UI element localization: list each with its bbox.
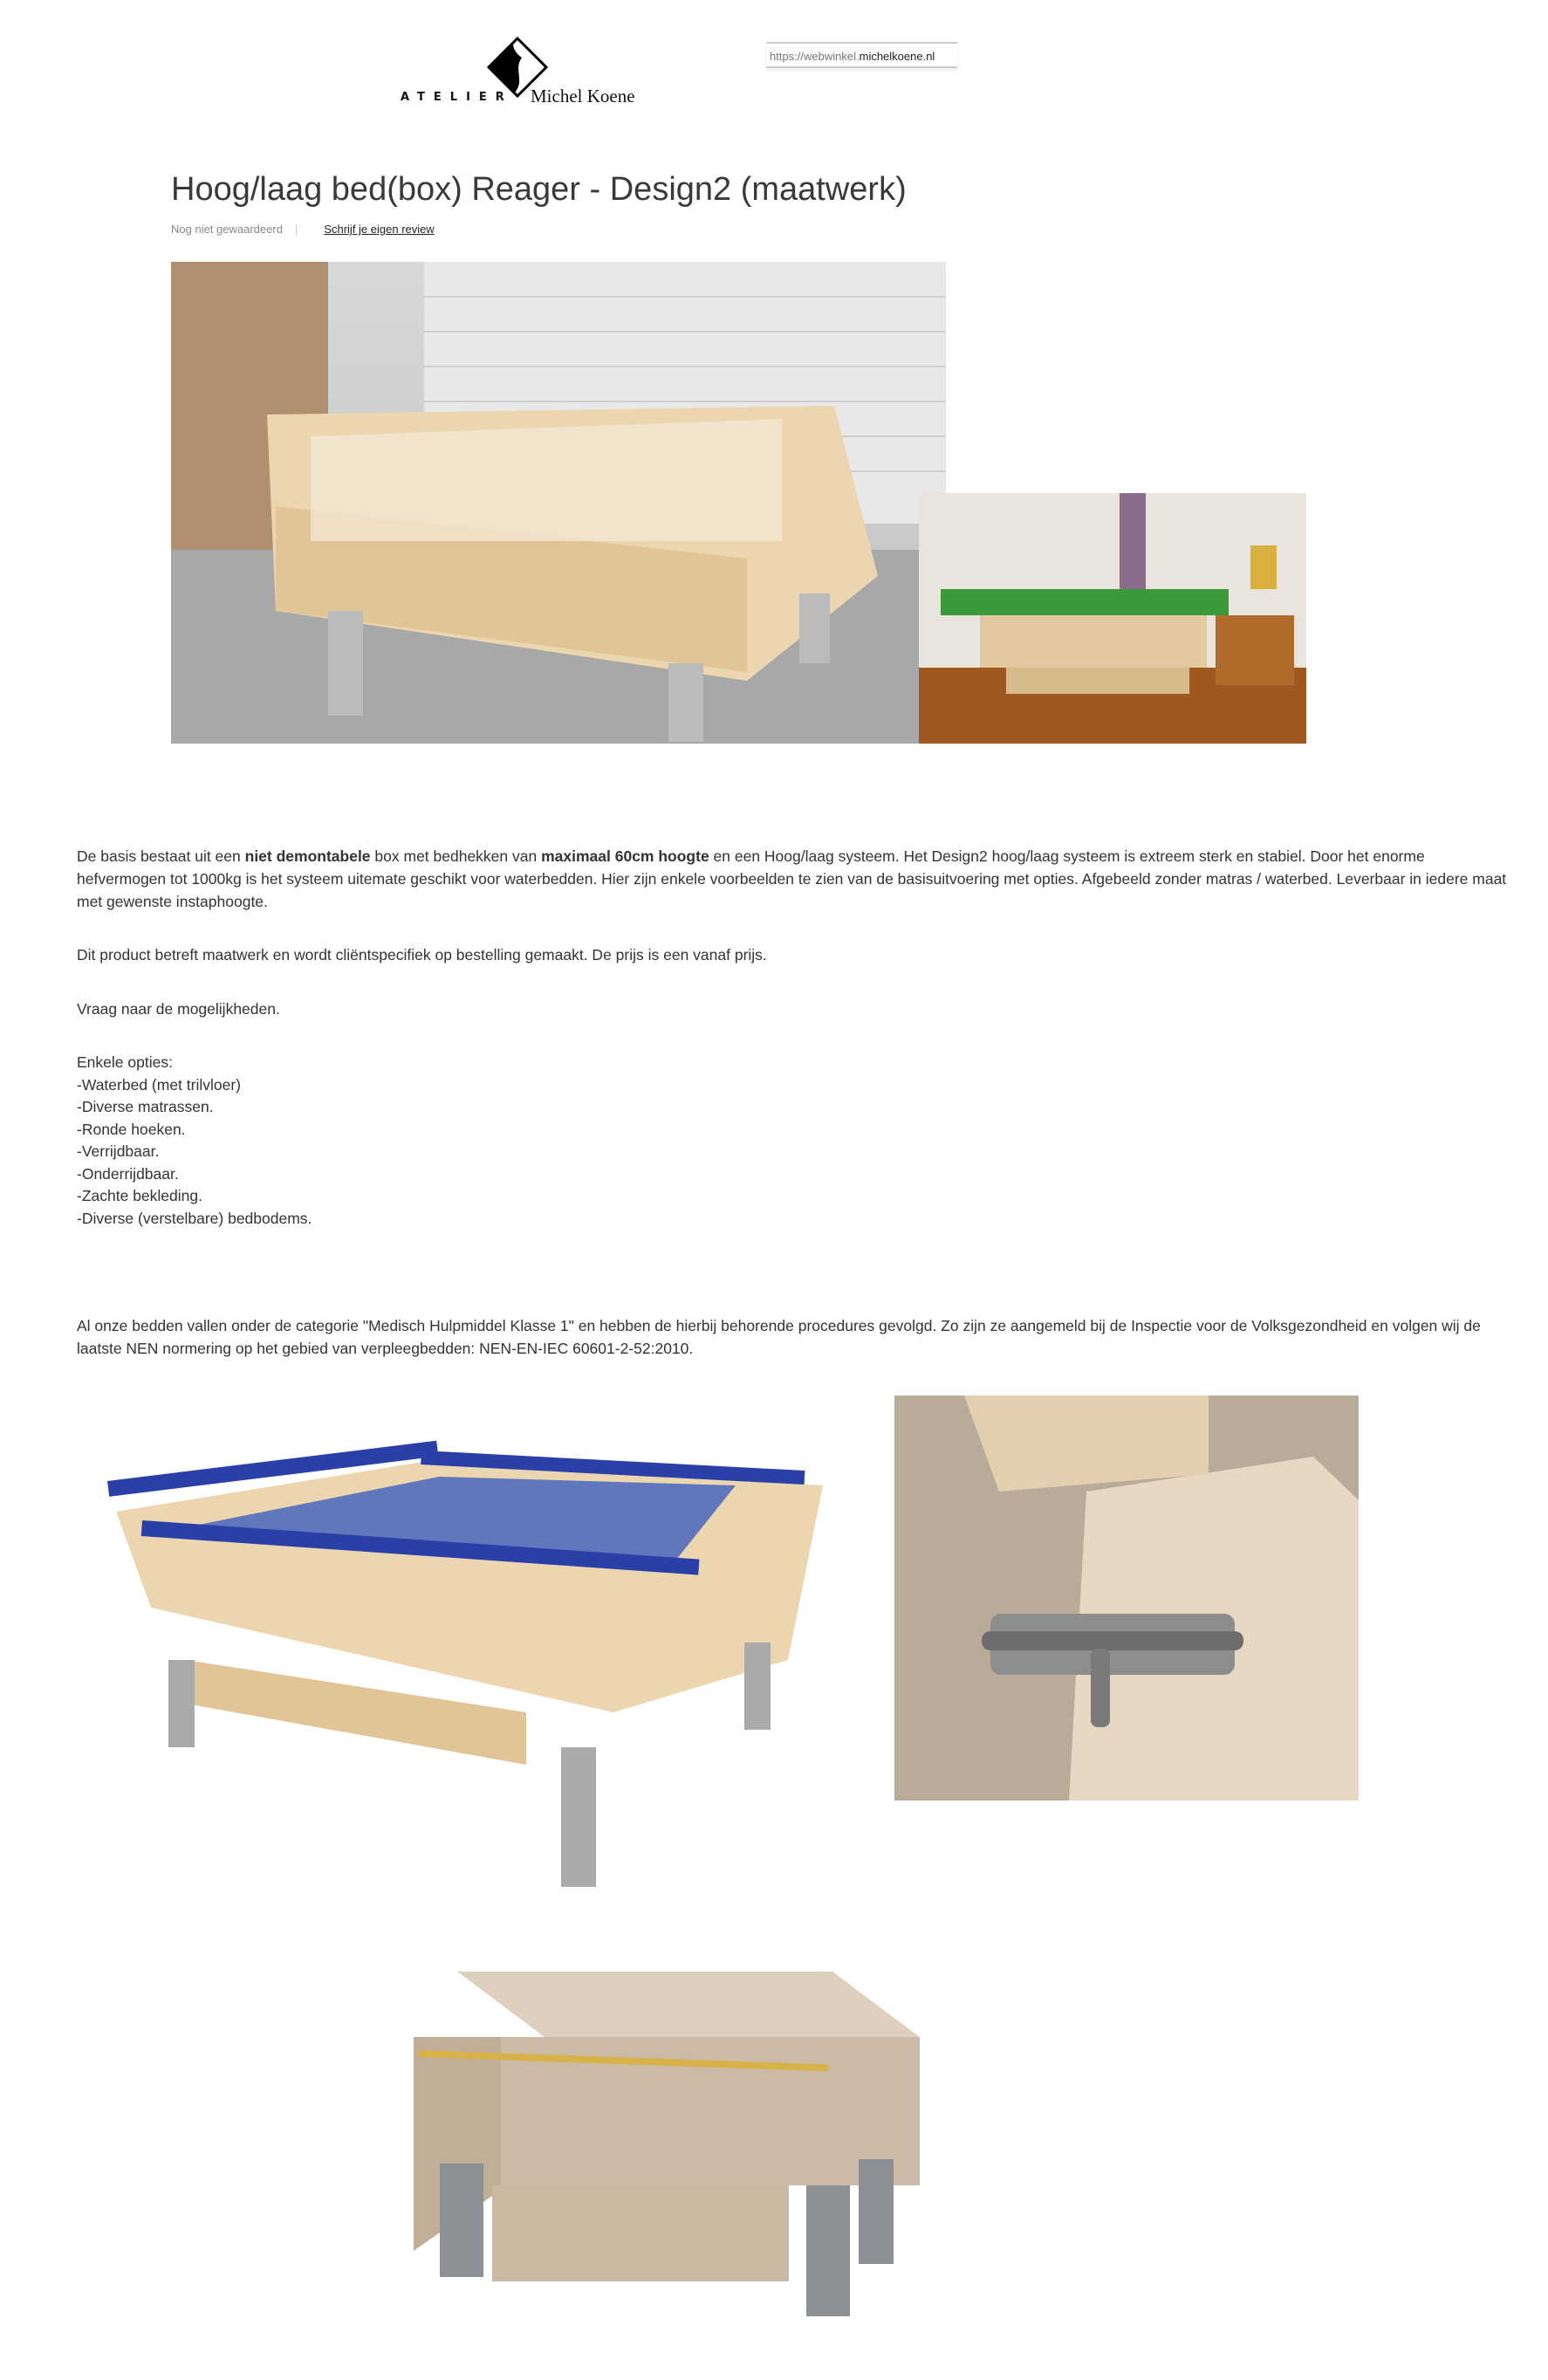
rating-text: Nog niet gewaardeerd <box>171 223 283 236</box>
list-item: -Onderrijdbaar. <box>77 1164 179 1183</box>
render-bed-graphic <box>370 1950 945 2343</box>
product-image-render[interactable] <box>370 1950 945 2343</box>
list-item: -Diverse matrassen. <box>77 1098 214 1115</box>
description-p3: Vraag naar de mogelijkheden. <box>77 1000 280 1018</box>
rating-row <box>171 223 435 236</box>
options-heading: Enkele opties: <box>77 1053 173 1071</box>
site-url[interactable] <box>766 42 957 68</box>
green-bed-graphic <box>919 493 1306 744</box>
logo-word: ATELIER <box>401 91 513 104</box>
description-p1 <box>77 845 1517 913</box>
list-item: -Zachte bekleding. <box>77 1187 202 1204</box>
url-prefix: https://webwinkel. <box>770 50 860 63</box>
url-domain: michelkoene.nl <box>859 50 935 63</box>
text: De basis bestaat uit een <box>77 847 245 865</box>
bold-text: niet demontabele <box>244 847 371 865</box>
description-p4: Al onze bedden vallen onder de categorie "Medisch Hulpmiddel Klasse 1" en hebben de hierbij behorende procedures gevolgd. Zo zijn ze aangemeld bij de Inspectie voor de Volksgezondheid en volgen wij de laatste NEN normering op het gebied van verpleegbedden: NEN-EN-IEC 60601-2-52:2010. <box>77 1317 1481 1357</box>
write-review-link[interactable]: Schrijf je eigen review <box>324 223 435 236</box>
page-title: Hoog/laag bed(box) Reager - Design2 (maatwerk) <box>171 171 907 208</box>
product-image-main[interactable] <box>171 262 946 744</box>
latch-graphic <box>894 1396 1359 1800</box>
blue-bed-graphic <box>72 1398 834 1923</box>
list-item: -Ronde hoeken. <box>77 1120 186 1138</box>
list-item: -Verrijdbaar. <box>77 1142 160 1160</box>
bed-photo-graphic <box>171 262 946 744</box>
description-p2: Dit product betreft maatwerk en wordt cliëntspecifiek op bestelling gemaakt. De prijs is een vanaf prijs. <box>77 946 767 964</box>
bold-text: maximaal 60cm hoogte <box>541 847 709 865</box>
options-list <box>77 1052 1517 1230</box>
text: box met bedhekken van <box>370 847 542 865</box>
logo-name: Michel Koene <box>531 86 635 106</box>
product-image-latch[interactable] <box>894 1396 1359 1800</box>
list-item: -Waterbed (met trilvloer) <box>77 1075 241 1094</box>
divider: | <box>294 223 298 236</box>
text: en een Hoog/laag systeem. Het Design2 hoog/laag systeem is extreem sterk en stabiel. Door het enorme hefvermogen tot 1000kg is het systeem uitemate geschikt voor waterbedden. Hier zijn enkele voorbeelden te zien van de basisuitvoering met opties. Afgebeeld zonder matras / waterbed. Leverbaar in iedere maat met gewenste instaphoogte. <box>77 847 1507 910</box>
product-image-green-bed[interactable] <box>919 493 1306 744</box>
list-item: -Diverse (verstelbare) bedbodems. <box>77 1209 312 1227</box>
product-image-blue-bed[interactable] <box>72 1398 834 1923</box>
